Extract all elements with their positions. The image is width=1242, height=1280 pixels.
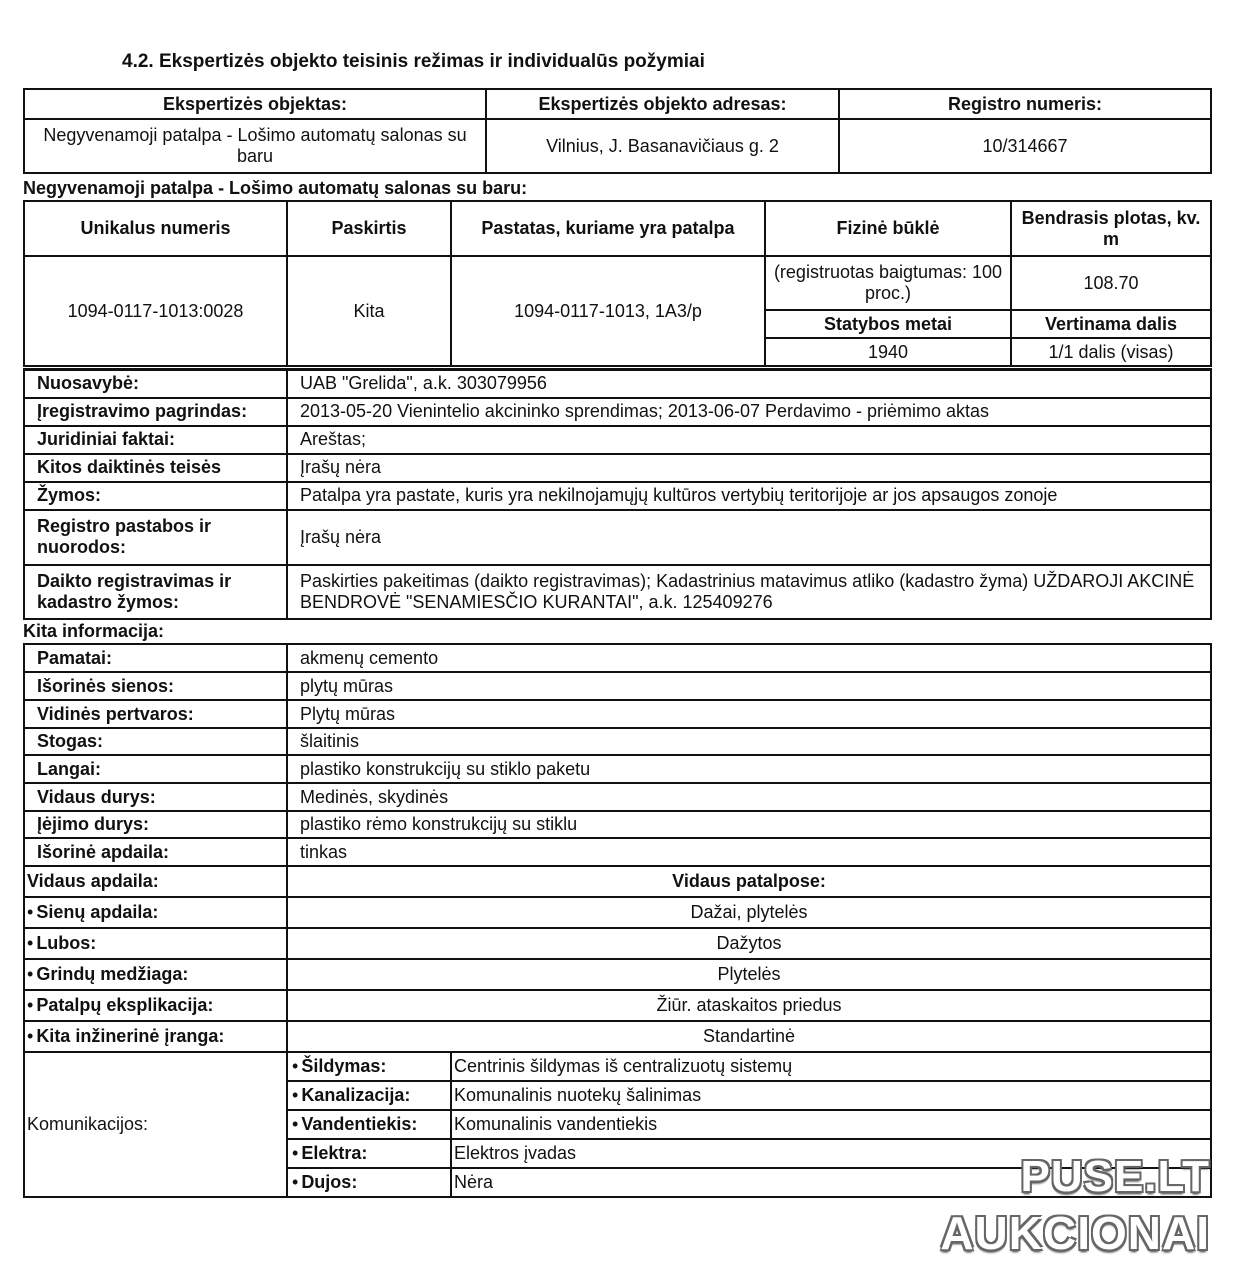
legal-value: Įrašų nėra	[287, 454, 1211, 482]
col-unique-number: Unikalus numeris	[24, 201, 287, 256]
share-label: Vertinama dalis	[1011, 310, 1211, 338]
watermark-line-1: PUSE.LT	[1020, 1152, 1210, 1201]
legal-label: Juridiniai faktai:	[24, 426, 287, 454]
share: 1/1 dalis (visas)	[1011, 338, 1211, 366]
purpose: Kita	[287, 256, 451, 366]
interior-row-label: • Grindų medžiaga:	[24, 959, 287, 990]
legal-value: UAB "Grelida", a.k. 303079956	[287, 370, 1211, 398]
other-value: akmenų cemento	[287, 644, 1211, 672]
communication-value: Komunalinis nuotekų šalinimas	[451, 1081, 1211, 1110]
other-value: šlaitinis	[287, 728, 1211, 755]
legal-value: 2013-05-20 Vienintelio akcininko sprendimas; 2013-06-07 Perdavimo - priėmimo aktas	[287, 398, 1211, 426]
address-value: Vilnius, J. Basanavičiaus g. 2	[486, 119, 839, 173]
col-building: Pastatas, kuriame yra patalpa	[451, 201, 765, 256]
object-label: Ekspertizės objektas:	[24, 89, 486, 119]
legal-label: Žymos:	[24, 482, 287, 510]
interior-heading: Vidaus patalpose:	[287, 866, 1211, 897]
premises-title: Negyvenamoji patalpa - Lošimo automatų salonas su baru:	[23, 178, 528, 198]
other-label: Langai:	[24, 755, 287, 783]
unique-number: 1094-0117-1013:0028	[24, 256, 287, 366]
communications-label: Komunikacijos:	[24, 1052, 287, 1197]
other-info-table	[23, 643, 1212, 1198]
communication-value: Elektros įvadas	[451, 1139, 1211, 1168]
watermark-line-2: AUKCIONAI	[940, 1207, 1210, 1259]
other-label: Vidaus durys:	[24, 783, 287, 811]
col-condition: Fizinė būklė	[765, 201, 1011, 256]
object-value: Negyvenamoji patalpa - Lošimo automatų salonas su baru	[24, 119, 486, 173]
interior-row-value: Žiūr. ataskaitos priedus	[287, 990, 1211, 1021]
condition: (registruotas baigtumas: 100 proc.)	[765, 256, 1011, 310]
other-label: Pamatai:	[24, 644, 287, 672]
legal-label: Daikto registravimas ir kadastro žymos:	[24, 565, 287, 619]
interior-label: Vidaus apdaila:	[24, 866, 287, 897]
other-label: Vidinės pertvaros:	[24, 700, 287, 728]
communication-type: • Vandentiekis:	[287, 1110, 451, 1139]
legal-value: Įrašų nėra	[287, 510, 1211, 565]
legal-label: Nuosavybė:	[24, 370, 287, 398]
registry-label: Registro numeris:	[839, 89, 1211, 119]
legal-label: Registro pastabos ir nuorodos:	[24, 510, 287, 565]
section-title: 4.2. Ekspertizės objekto teisinis režimas ir individualūs požymiai	[122, 51, 705, 72]
other-label: Įėjimo durys:	[24, 811, 287, 838]
legal-value: Patalpa yra pastate, kuris yra nekilnojamųjų kultūros vertybių teritorijoje ar jos apsaugos zonoje	[287, 482, 1211, 510]
other-info-title: Kita informacija:	[23, 621, 165, 641]
object-header-table	[23, 88, 1212, 174]
communication-type: • Kanalizacija:	[287, 1081, 451, 1110]
other-label: Išorinė apdaila:	[24, 838, 287, 866]
other-value: tinkas	[287, 838, 1211, 866]
communication-value: Nėra	[451, 1168, 1211, 1197]
communication-value: Komunalinis vandentiekis	[451, 1110, 1211, 1139]
communication-type: • Elektra:	[287, 1139, 451, 1168]
address-label: Ekspertizės objekto adresas:	[486, 89, 839, 119]
interior-row-label: • Sienų apdaila:	[24, 897, 287, 928]
building: 1094-0117-1013, 1A3/p	[451, 256, 765, 366]
interior-row-value: Dažai, plytelės	[287, 897, 1211, 928]
interior-row-label: • Patalpų eksplikacija:	[24, 990, 287, 1021]
communication-value: Centrinis šildymas iš centralizuotų sistemų	[451, 1052, 1211, 1081]
interior-row-value: Plytelės	[287, 959, 1211, 990]
legal-label: Kitos daiktinės teisės	[24, 454, 287, 482]
col-area: Bendrasis plotas, kv. m	[1011, 201, 1211, 256]
legal-table	[23, 368, 1212, 620]
interior-row-label: • Kita inžinerinė įranga:	[24, 1021, 287, 1052]
col-purpose: Paskirtis	[287, 201, 451, 256]
other-value: Medinės, skydinės	[287, 783, 1211, 811]
year: 1940	[765, 338, 1011, 366]
registry-value: 10/314667	[839, 119, 1211, 173]
interior-row-label: • Lubos:	[24, 928, 287, 959]
legal-value: Areštas;	[287, 426, 1211, 454]
year-label: Statybos metai	[765, 310, 1011, 338]
other-label: Stogas:	[24, 728, 287, 755]
communication-type: • Dujos:	[287, 1168, 451, 1197]
other-label: Išorinės sienos:	[24, 672, 287, 700]
other-value: plastiko rėmo konstrukcijų su stiklu	[287, 811, 1211, 838]
interior-row-value: Dažytos	[287, 928, 1211, 959]
interior-row-value: Standartinė	[287, 1021, 1211, 1052]
other-value: plastiko konstrukcijų su stiklo paketu	[287, 755, 1211, 783]
premises-table	[23, 200, 1212, 367]
legal-label: Įregistravimo pagrindas:	[24, 398, 287, 426]
legal-value: Paskirties pakeitimas (daikto registravimas); Kadastrinius matavimus atliko (kadastro žyma) UŽDAROJI AKCINĖ BENDROVĖ "SENAMIESČIO KURANTAI", a.k. 125409276	[287, 565, 1211, 619]
other-value: plytų mūras	[287, 672, 1211, 700]
communication-type: • Šildymas:	[287, 1052, 451, 1081]
area: 108.70	[1011, 256, 1211, 310]
other-value: Plytų mūras	[287, 700, 1211, 728]
